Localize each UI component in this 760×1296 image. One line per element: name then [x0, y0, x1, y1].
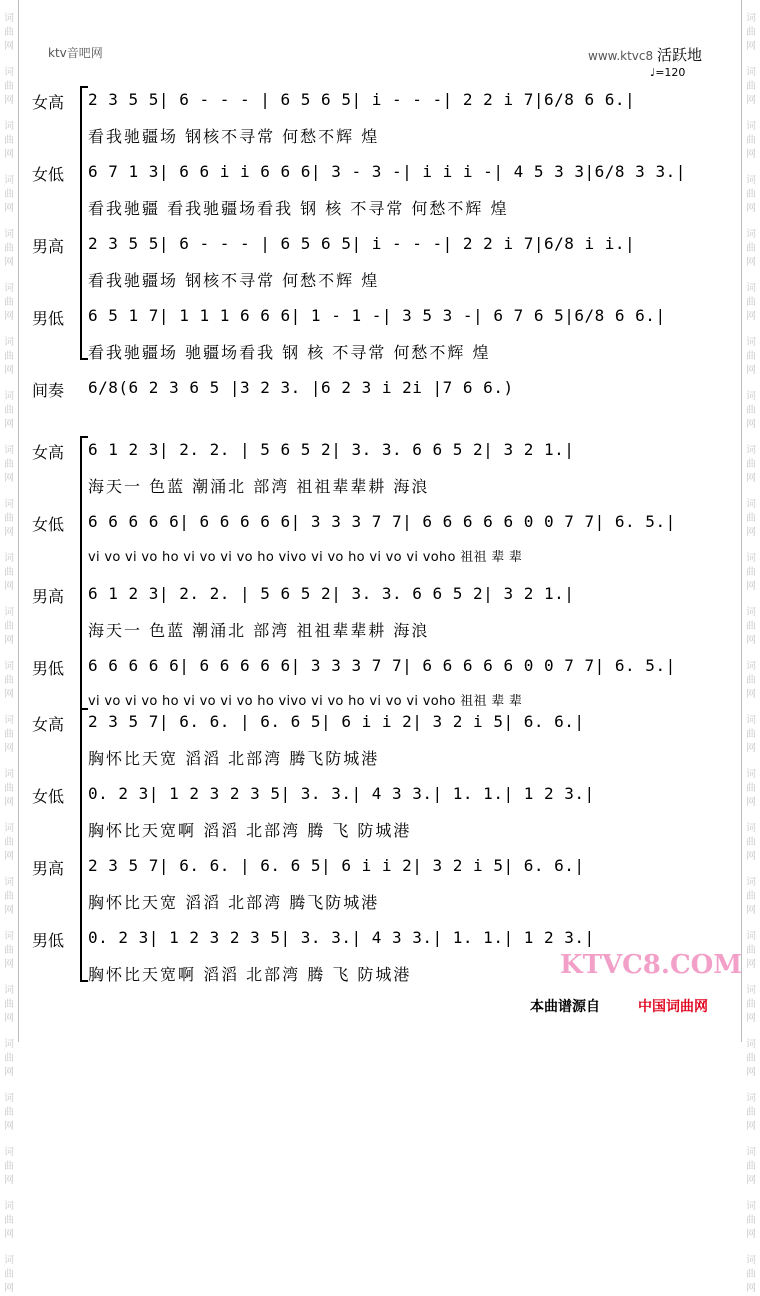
system-bracket	[80, 86, 88, 360]
notation-line: 6 1 2 3| 2. 2. | 5 6 5 2| 3. 3. 6 6 5 2| 3 2 1.|	[88, 440, 575, 459]
voice-label: 男高	[32, 859, 65, 878]
voice-label: 男低	[32, 659, 65, 678]
voice-label: 女高	[32, 443, 65, 462]
source-label: 本曲谱源自	[530, 999, 600, 1015]
lyrics-line: 看我驰疆 看我驰疆场看我 钢 核 不寻常 何愁不辉 煌	[88, 199, 509, 218]
lyrics-line: 胸怀比天宽 滔滔 北部湾 腾飞防城港	[88, 749, 380, 768]
system-bracket	[80, 436, 88, 710]
lyrics-line: 海天一 色蓝 潮涌北 部湾 祖祖辈辈耕 海浪	[88, 477, 430, 496]
notation-line: 2 3 5 7| 6. 6. | 6. 6 5| 6 i i 2| 3 2 i 5| 6. 6.|	[88, 856, 585, 875]
voice-label: 女低	[32, 787, 65, 806]
notation-line: 2 3 5 7| 6. 6. | 6. 6 5| 6 i i 2| 3 2 i 5| 6. 6.|	[88, 712, 585, 731]
lyrics-line: vi vo vi vo ho vi vo vi vo ho vivo vi vo ho vi vo vi voho 祖祖 辈 辈	[88, 550, 523, 565]
voice-label: 女高	[32, 93, 65, 112]
lyrics-line: 海天一 色蓝 潮涌北 部湾 祖祖辈辈耕 海浪	[88, 621, 430, 640]
source-site: 中国词曲网	[638, 999, 708, 1015]
voice-label: 间奏	[32, 381, 65, 400]
voice-label: 女高	[32, 715, 65, 734]
notation-line: 0. 2 3| 1 2 3 2 3 5| 3. 3.| 4 3 3.| 1. 1.| 1 2 3.|	[88, 928, 595, 947]
system-bracket	[80, 708, 88, 982]
voice-label: 男高	[32, 587, 65, 606]
tempo-marking: ♩=120	[650, 66, 686, 79]
right-margin-watermark: 词曲网 词曲网 词曲网 词曲网 词曲网 词曲网 词曲网 词曲网 词曲网 词曲网 词曲网 词曲网 词曲网 词曲网 词曲网 词曲网 词曲网 词曲网 词曲网 词曲网 词曲网 词曲网 词曲网 词曲网	[741, 0, 760, 1042]
notation-line: 2 3 5 5| 6 - - - | 6 5 6 5| i - - -| 2 2 i 7|6/8 6 6.|	[88, 90, 636, 109]
voice-label: 男低	[32, 931, 65, 950]
watermark-logo: KTVC8.COM	[560, 950, 743, 980]
notation-line: 6 6 6 6 6| 6 6 6 6 6| 3 3 3 7 7| 6 6 6 6 6 0 0 7 7| 6. 5.|	[88, 512, 676, 531]
lyrics-line: 看我驰疆场 钢核不寻常 何愁不辉 煌	[88, 271, 380, 290]
lyrics-line: 看我驰疆场 钢核不寻常 何愁不辉 煌	[88, 127, 380, 146]
notation-line: 6 5 1 7| 1 1 1 6 6 6| 1 - 1 -| 3 5 3 -| 6 7 6 5|6/8 6 6.|	[88, 306, 666, 325]
left-margin-watermark: 词曲网 词曲网 词曲网 词曲网 词曲网 词曲网 词曲网 词曲网 词曲网 词曲网 词曲网 词曲网 词曲网 词曲网 词曲网 词曲网 词曲网 词曲网 词曲网 词曲网 词曲网 词曲网 词曲网 词曲网	[0, 0, 19, 1042]
notation-line: 0. 2 3| 1 2 3 2 3 5| 3. 3.| 4 3 3.| 1. 1.| 1 2 3.|	[88, 784, 595, 803]
notation-line: 6 6 6 6 6| 6 6 6 6 6| 3 3 3 7 7| 6 6 6 6 6 0 0 7 7| 6. 5.|	[88, 656, 676, 675]
voice-label: 男低	[32, 309, 65, 328]
left-site-label: ktv音吧网	[48, 46, 103, 60]
notation-line: 6/8(6 2 3 6 5 |3 2 3. |6 2 3 i 2i |7 6 6.)	[88, 378, 514, 397]
lyrics-line: 胸怀比天宽啊 滔滔 北部湾 腾 飞 防城港	[88, 965, 412, 984]
notation-line: 2 3 5 5| 6 - - - | 6 5 6 5| i - - -| 2 2 i 7|6/8 i i.|	[88, 234, 636, 253]
voice-label: 男高	[32, 237, 65, 256]
voice-label: 女低	[32, 165, 65, 184]
voice-label: 女低	[32, 515, 65, 534]
right-site-label: www.ktvc8 活跃地	[588, 46, 702, 64]
lyrics-line: 胸怀比天宽 滔滔 北部湾 腾飞防城港	[88, 893, 380, 912]
notation-line: 6 7 1 3| 6 6 i i 6 6 6| 3 - 3 -| i i i -| 4 5 3 3|6/8 3 3.|	[88, 162, 686, 181]
lyrics-line: 胸怀比天宽啊 滔滔 北部湾 腾 飞 防城港	[88, 821, 412, 840]
notation-line: 6 1 2 3| 2. 2. | 5 6 5 2| 3. 3. 6 6 5 2| 3 2 1.|	[88, 584, 575, 603]
lyrics-line: vi vo vi vo ho vi vo vi vo ho vivo vi vo ho vi vo vi voho 祖祖 辈 辈	[88, 694, 523, 709]
lyrics-line: 看我驰疆场 驰疆场看我 钢 核 不寻常 何愁不辉 煌	[88, 343, 491, 362]
